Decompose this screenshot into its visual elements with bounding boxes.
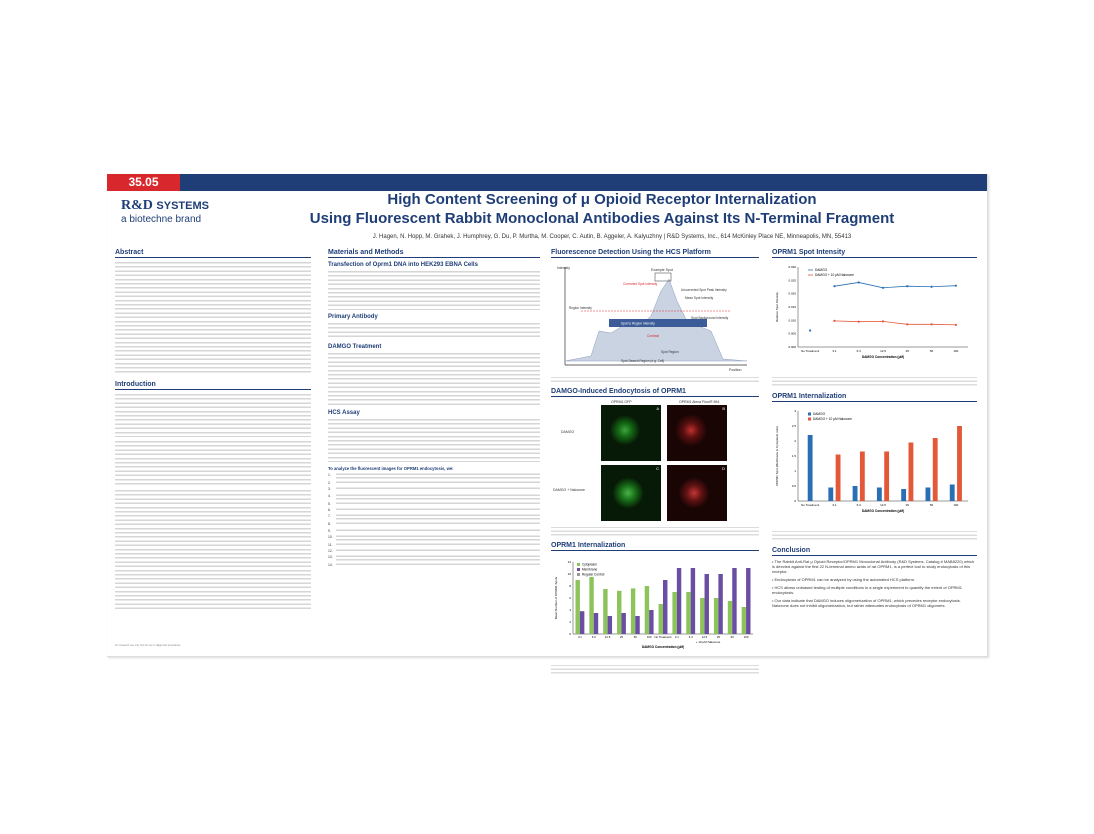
introduction-heading: Introduction [115, 381, 311, 390]
poster [107, 174, 988, 657]
hcs-step-number: 13. [328, 555, 333, 560]
hcs-step [328, 549, 540, 553]
x-tick-label: 50 [633, 635, 637, 639]
spot-region-label: Spot Region [661, 350, 679, 354]
abstract-text [115, 261, 311, 373]
spot-intensity-line-chart [772, 261, 977, 371]
x-tick-label: 25 [905, 503, 909, 507]
hcs-step-text [336, 555, 540, 561]
y-tick-label: 0 [794, 499, 796, 503]
legend-swatch [577, 573, 580, 576]
poster-title [217, 190, 987, 228]
hcs-step-number: 4. [328, 493, 331, 498]
x-tick-label: 3.1 [832, 349, 837, 353]
intro-paragraph-2 [115, 440, 311, 486]
bar-membrane [732, 568, 736, 634]
bar-cytoplasm [728, 601, 732, 634]
bar-membrane [677, 568, 681, 634]
materials-heading: Materials and Methods [328, 249, 540, 258]
authors: J. Hagen, N. Hopp, M. Grahek, J. Humphrey, G. Du, P. Murtha, M. Cooper, C. Autin, B. Aggeler, A. Kalyuzhny | R&D Systems, Inc., 614 McKinley Place NE, Minneapolis, MN, 55413 [372, 234, 852, 240]
legend-label: Cytoplasm [582, 562, 598, 567]
damgo-endocytosis-heading: DAMGO-Induced Endocytosis of OPRM1 [551, 388, 759, 397]
panel-label-c: C [656, 466, 659, 471]
y-tick-label: 10 [567, 572, 571, 576]
legend-label: DAMGO [815, 268, 828, 272]
bar-membrane [580, 611, 584, 634]
bar-damgo-naloxone [836, 455, 841, 502]
legend-label: DAMGO [813, 412, 826, 416]
bar-damgo [877, 488, 882, 502]
x-tick-label: 100 [953, 503, 959, 507]
line-damgo-naloxone [834, 321, 955, 325]
y-tick-label: 0.005 [788, 331, 796, 336]
mean-spot-label: Mean Spot Intensity [685, 296, 714, 300]
micro-col-label-1: OPRM1 GFP [611, 400, 632, 404]
abstract-heading: Abstract [115, 249, 311, 258]
y-tick-label: 4 [569, 608, 571, 612]
hcs-step-number: 12. [328, 549, 333, 554]
transfection-text [328, 270, 540, 310]
legend-swatch [808, 413, 811, 416]
y-axis-label: OPRM1 Spot (Membrane to Cytoplasm ratio) [775, 426, 779, 486]
hcs-step-text [336, 529, 540, 533]
y-tick-label: 6 [569, 596, 571, 600]
column-1 [115, 249, 311, 612]
hcs-step [328, 543, 540, 547]
y-tick-label: 0.000 [788, 345, 796, 349]
line-damgo [834, 282, 955, 287]
x-tick-label: 100 [953, 349, 959, 353]
group-label: + 10 μM Naloxone [695, 640, 721, 644]
company-logo [121, 198, 231, 226]
bar-cytoplasm [575, 580, 579, 634]
bar-cytoplasm [742, 607, 746, 634]
microscopy-panel [551, 400, 759, 526]
y-tick-label: 0.010 [788, 318, 796, 323]
x-tick-label: 3.1 [577, 635, 582, 639]
hcs-step [328, 555, 540, 561]
y-tick-label: 2.5 [791, 424, 796, 428]
x-tick-label: 25 [905, 349, 909, 353]
hcs-step-text [336, 535, 540, 541]
hcs-step-text [336, 473, 540, 479]
bar-cytoplasm [631, 588, 635, 634]
bar-membrane [594, 613, 598, 634]
hcs-assay-heading: HCS Assay [328, 410, 360, 416]
hcs-step-text [336, 508, 540, 512]
hcs-assay-text [328, 418, 540, 462]
panel-label-a: A [656, 406, 659, 411]
column-4 [772, 249, 977, 611]
hcs-step-number: 1. [328, 473, 331, 477]
hcs-step [328, 522, 540, 526]
panel-label-d: D [722, 466, 725, 471]
conclusion-bullet: • Our data indicate that DAMGO induces oligomerization of OPRM1, which precedes receptor endocytosis. Naloxone does not inhibit oligomerization, but rather attenuates endocytosis of OPRM1 oligomers. [772, 598, 961, 608]
y-tick-label: 2 [794, 439, 796, 443]
hcs-step [328, 563, 540, 567]
bar-damgo [808, 435, 813, 501]
y-axis-label: Relative Spot Intensity [775, 292, 779, 322]
corrected-label: Corrected Spot Intensity [623, 282, 658, 286]
hcs-step [328, 535, 540, 541]
hcs-step-text [336, 522, 540, 526]
micrograph-b [667, 405, 727, 461]
hcs-step-text [336, 494, 540, 500]
damgo-treatment-heading: DAMGO Treatment [328, 344, 382, 350]
internalization-caption [551, 664, 759, 674]
bar-membrane [635, 616, 639, 634]
hcs-step [328, 473, 540, 479]
intro-paragraph-3 [115, 489, 311, 609]
hcs-step-number: 11. [328, 542, 333, 547]
spot-search-label: Spot Search Region (e.g. Cell) [621, 359, 665, 363]
title-line-2: Using Fluorescent Rabbit Monoclonal Antibodies Against Its N-Terminal Fragment [309, 210, 895, 227]
example-spot-label: Example Spot [651, 268, 673, 272]
x-tick-label: 3.1 [674, 635, 679, 639]
hcs-step-number: 10. [328, 534, 333, 539]
y-tick-label: 12 [567, 560, 571, 564]
x-tick-label: 50 [929, 503, 934, 507]
poster-number-badge: 35.05 [107, 174, 180, 191]
hcs-step-number: 5. [328, 501, 331, 506]
micro-row-label-1: DAMGO [561, 430, 575, 434]
primary-antibody-text [328, 322, 540, 340]
bar-membrane [649, 610, 653, 634]
x-tick-label: 6.3 [856, 349, 861, 353]
region-intensity-label: Region Intensity [569, 306, 592, 310]
logo-tagline: a biotechne brand [121, 214, 202, 225]
conclusion-bullet: • The Rabbit Anti-Rat μ Opioid Receptor/OPRM1 Monoclonal Antibody (R&D Systems, Catalog # MAB8220) which is directed against the first 22 N-terminal amino acids of rat OPRM1, is a perfect tool to study endocytosis of this receptor. [772, 559, 975, 574]
conclusion-bullet: • HCS allows unbiased testing of multiple conditions in a single experiment to quantify the extent of OPRM1 endocytosis. [772, 585, 962, 595]
hcs-step-text [336, 563, 540, 567]
bar-membrane [663, 580, 667, 634]
y-tick-label: 0.5 [791, 484, 796, 488]
x-tick-label: No Treatment [801, 349, 820, 353]
hcs-step-number: 8. [328, 522, 331, 527]
x-tick-label: 6.3 [856, 503, 861, 507]
legend-label: DAMGO + 10 μM Naloxone [813, 417, 852, 421]
y-tick-label: 0 [569, 632, 571, 636]
micro-row-label-2: DAMGO + Naloxone [553, 488, 585, 492]
bar-cytoplasm [589, 577, 593, 634]
y-tick-label: 0.030 [788, 265, 796, 269]
bar-membrane [621, 613, 625, 634]
transfection-heading: Transfection of Oprm1 DNA into HEK293 EBNA Cells [328, 262, 478, 268]
bar-cytoplasm [617, 591, 621, 634]
membrane-cytoplasm-ratio-chart [772, 405, 977, 525]
diagram-y-label: Intensity [557, 266, 571, 270]
column-2 [328, 249, 540, 570]
legend-label: Membrane [582, 567, 598, 572]
hcs-step [328, 502, 540, 506]
internalization-bar-chart [551, 554, 759, 659]
x-tick-label: 6.3 [688, 635, 693, 639]
bar-damgo [901, 489, 906, 501]
hcs-step-number: 3. [328, 487, 331, 492]
detection-heading: Fluorescence Detection Using the HCS Platform [551, 249, 759, 258]
hcs-step-number: 14. [328, 563, 333, 568]
y-tick-label: 8 [569, 584, 571, 588]
footnote: For research use only. Not for use in diagnostic procedures. [115, 644, 182, 647]
x-tick-label: 100 [646, 635, 652, 639]
spot-bg-label: Spot Background Intensity [691, 316, 729, 320]
hcs-step-number: 9. [328, 528, 331, 533]
hcs-step [328, 494, 540, 500]
logo-systems: SYSTEMS [156, 200, 209, 212]
hcs-step-number: 6. [328, 507, 331, 512]
legend-swatch [808, 418, 811, 421]
bar-damgo [853, 486, 858, 501]
hcs-step [328, 481, 540, 485]
x-tick-label: 6.3 [591, 635, 596, 639]
contrast-label: Contrast [647, 334, 660, 338]
x-tick-label: 12.5 [880, 503, 886, 507]
bar-damgo-naloxone [909, 443, 914, 502]
x-tick-label: No Treatment [801, 503, 820, 507]
bar-membrane [746, 568, 750, 634]
bar-membrane [608, 616, 612, 634]
bar-cytoplasm [686, 592, 690, 634]
hcs-step [328, 529, 540, 533]
bar-cytoplasm [700, 598, 704, 634]
title-line-1: High Content Screening of μ Opioid Receptor Internalization [387, 191, 817, 208]
bar-cytoplasm [603, 589, 607, 634]
bar-membrane [691, 568, 695, 634]
hcs-detection-diagram [551, 261, 751, 371]
micrograph-a [601, 405, 661, 461]
hcs-step-text [336, 549, 540, 553]
bar-membrane [705, 574, 709, 634]
x-tick-label: 12.5 [701, 635, 708, 639]
spot-intensity-caption [772, 376, 977, 388]
x-tick-label: No Treatment [654, 635, 672, 639]
micrograph-c [601, 465, 661, 521]
y-axis-label: Mean Number of OPRM1 Spots [554, 576, 558, 620]
conclusion-bullet: • Endocytosis of OPRM1 can be analyzed by using the automated HCS platform. [772, 577, 916, 582]
x-axis-label: DAMGO Concentration (μM) [641, 645, 685, 649]
micrograph-d [667, 465, 727, 521]
bar-damgo-naloxone [884, 452, 889, 502]
bar-damgo-naloxone [957, 426, 962, 501]
hcs-step-number: 7. [328, 514, 331, 519]
endocytosis-caption [551, 526, 759, 538]
y-tick-label: 0.025 [788, 278, 796, 283]
y-tick-label: 1.5 [791, 454, 796, 458]
bar-cytoplasm [645, 586, 649, 634]
spot-to-region-label: Spot to Region Intensity [621, 321, 655, 326]
x-tick-label: 12.5 [604, 635, 611, 639]
hcs-subheading: To analyze the fluorescent images for OPRM1 endocytosis, we: [328, 466, 454, 471]
column-3 [551, 249, 759, 674]
x-tick-label: 25 [716, 635, 720, 639]
diagram-x-label: Position [729, 368, 742, 371]
point-damgo [809, 329, 811, 331]
x-tick-label: 12.5 [880, 349, 886, 353]
logo-rd: R&D [121, 198, 153, 213]
hcs-step-text [336, 514, 540, 520]
x-axis-label: DAMGO Concentration (μM) [861, 509, 905, 513]
intro-paragraph-1 [115, 393, 311, 437]
legend-swatch [577, 563, 580, 566]
y-tick-label: 2 [569, 620, 571, 624]
damgo-treatment-text [328, 352, 540, 406]
internalization-heading-1: OPRM1 Internalization [551, 542, 759, 551]
legend-swatch [577, 568, 580, 571]
hcs-step-text [336, 481, 540, 485]
hcs-step-number: 2. [328, 481, 331, 486]
spot-intensity-heading: OPRM1 Spot Intensity [772, 249, 977, 258]
x-tick-label: 25 [619, 635, 624, 639]
bar-damgo-naloxone [860, 452, 865, 502]
hcs-step [328, 514, 540, 520]
internalization-heading-2: OPRM1 Internalization [772, 393, 977, 402]
y-tick-label: 0.020 [788, 291, 796, 296]
bar-cytoplasm [714, 598, 718, 634]
legend-label: Regular Control [582, 572, 605, 577]
bar-cytoplasm [672, 592, 676, 634]
hcs-step-text [336, 502, 540, 506]
conclusion-heading: Conclusion [772, 547, 977, 556]
bar-cytoplasm [659, 604, 663, 634]
bar-damgo-naloxone [933, 438, 938, 501]
panel-label-b: B [722, 406, 725, 411]
y-tick-label: 0.015 [788, 305, 796, 309]
conclusion-list [772, 559, 977, 608]
x-tick-label: 3.1 [832, 503, 837, 507]
legend-label: DAMGO + 10 μM Naloxone [815, 273, 854, 277]
bar-damgo [950, 485, 955, 502]
micro-col-label-2: OPRM1 Alexa Fluor® 594 [679, 400, 720, 404]
y-tick-label: 1 [794, 469, 796, 473]
x-axis-label: DAMGO Concentration (μM) [861, 355, 905, 359]
x-tick-label: 100 [743, 635, 749, 639]
hcs-step [328, 487, 540, 491]
bar-damgo [828, 488, 833, 502]
hcs-step-text [336, 543, 540, 547]
y-tick-label: 3 [794, 409, 796, 413]
bar-damgo [926, 488, 931, 502]
x-tick-label: 50 [730, 635, 734, 639]
bar-membrane [718, 574, 722, 634]
top-bar [107, 174, 987, 191]
hcs-steps-list [328, 473, 540, 567]
x-tick-label: 50 [929, 349, 934, 353]
primary-antibody-heading: Primary Antibody [328, 314, 378, 320]
ratio-caption [772, 530, 977, 542]
hcs-step-text [336, 487, 540, 491]
detection-caption [551, 376, 759, 384]
uncorrected-label: Uncorrected Spot Peak Intensity [681, 288, 727, 292]
hcs-step [328, 508, 540, 512]
